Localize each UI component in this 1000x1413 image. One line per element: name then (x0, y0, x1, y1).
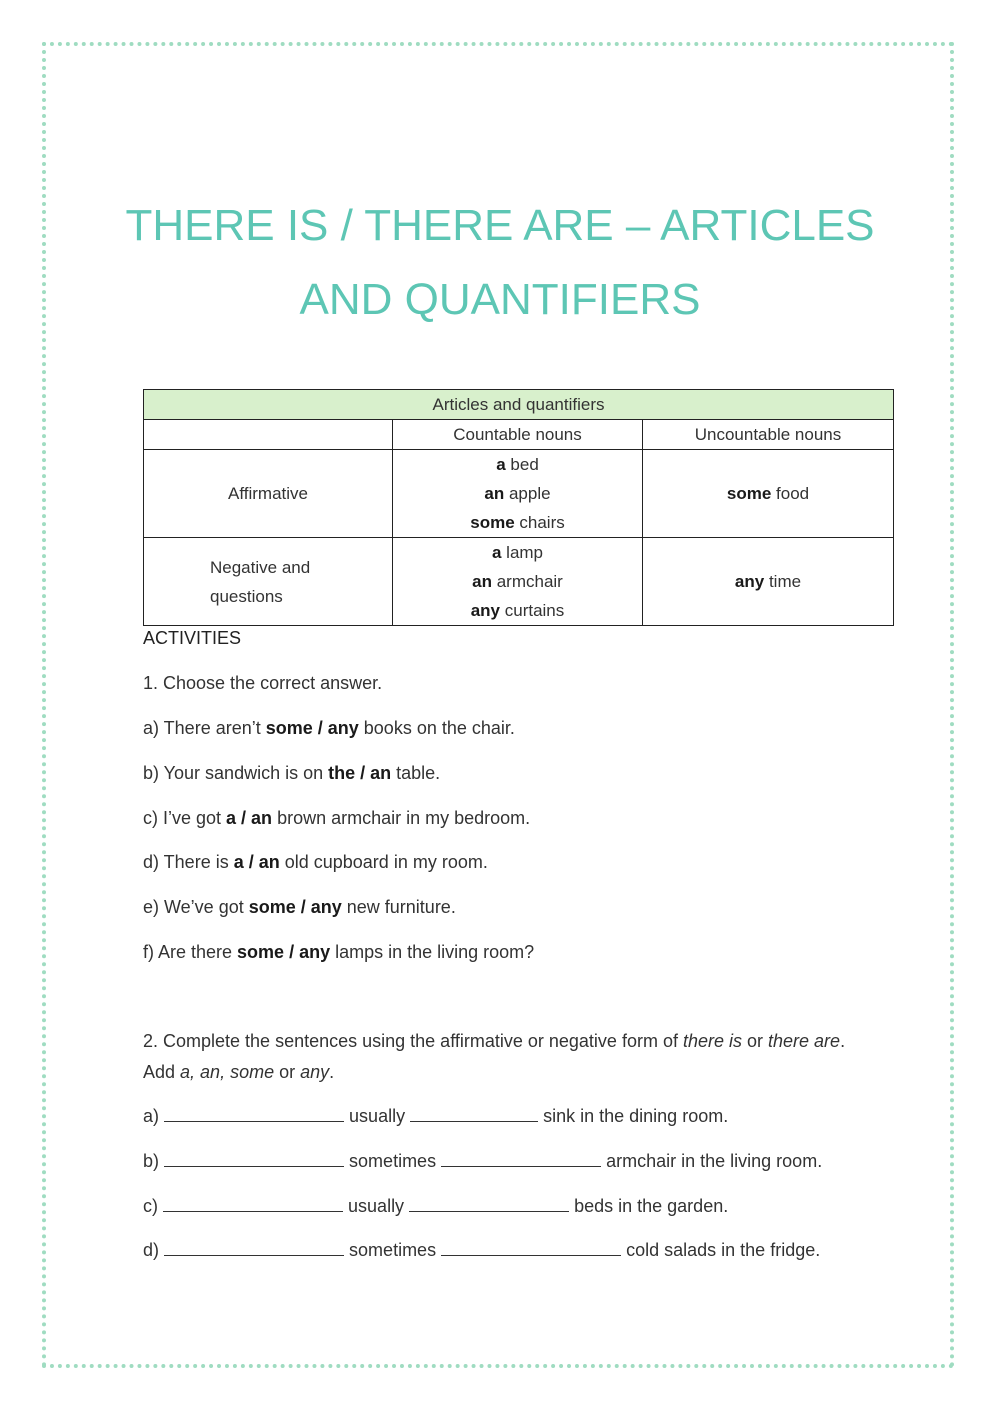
table-corner-cell (144, 420, 393, 450)
exercise-2-instruction: 2. Complete the sentences using the affirmative or negative form of there is or there are. (143, 1031, 846, 1051)
answer-blank[interactable] (441, 1152, 601, 1167)
cell-affirmative-uncountable: some food (643, 450, 894, 538)
table-entry: a lamp (491, 543, 544, 562)
row-label-affirmative: Affirmative (144, 450, 393, 538)
answer-blank[interactable] (164, 1107, 344, 1122)
exercise-1-item-a[interactable]: a) There aren’t some / any books on the chair. (143, 718, 515, 738)
answer-blank[interactable] (164, 1241, 344, 1256)
answer-blank[interactable] (441, 1241, 621, 1256)
page-title (100, 189, 900, 337)
exercise-1-item-f[interactable]: f) Are there some / any lamps in the living room? (143, 942, 535, 962)
answer-blank[interactable] (164, 1152, 344, 1167)
exercise-1-item-c[interactable]: c) I’ve got a / an brown armchair in my bedroom. (143, 808, 531, 828)
answer-blank[interactable] (410, 1107, 538, 1122)
cell-affirmative-countable (393, 450, 643, 538)
exercise-1-instruction: 1. Choose the correct answer. (143, 673, 383, 693)
exercise-1-item-b[interactable]: b) Your sandwich is on the / an table. (143, 763, 441, 783)
exercise-2-instruction-add: Add a, an, some or any. (143, 1062, 335, 1082)
exercise-1-item-e[interactable]: e) We’ve got some / any new furniture. (143, 897, 456, 917)
col-header-countable: Countable nouns (393, 420, 643, 450)
table-entry: a bed (496, 455, 539, 474)
exercise-2-item-c: c) usually beds in the garden. (143, 1196, 729, 1216)
exercise-2-item-b: b) sometimes armchair in the living room. (143, 1151, 823, 1171)
table-entry: some chairs (470, 513, 565, 532)
table-entry: an armchair (472, 572, 563, 591)
answer-blank[interactable] (409, 1197, 569, 1212)
table-entry: any curtains (470, 601, 565, 620)
title-line-2: AND QUANTIFIERS (299, 275, 701, 325)
articles-quantifiers-table (143, 389, 894, 626)
exercise-1-item-d[interactable]: d) There is a / an old cupboard in my room. (143, 852, 488, 872)
activities-heading: ACTIVITIES (143, 628, 242, 648)
row-label-negative-questions: Negative and questions (144, 538, 393, 626)
table-header: Articles and quantifiers (144, 390, 894, 420)
cell-negative-uncountable: any time (643, 538, 894, 626)
exercise-2-item-a: a) usually sink in the dining room. (143, 1106, 729, 1126)
answer-blank[interactable] (163, 1197, 343, 1212)
title-line-1: THERE IS / THERE ARE – ARTICLES (125, 201, 875, 251)
cell-negative-countable (393, 538, 643, 626)
col-header-uncountable: Uncountable nouns (643, 420, 894, 450)
table-entry: an apple (484, 484, 551, 503)
exercise-2-item-d: d) sometimes cold salads in the fridge. (143, 1240, 821, 1260)
